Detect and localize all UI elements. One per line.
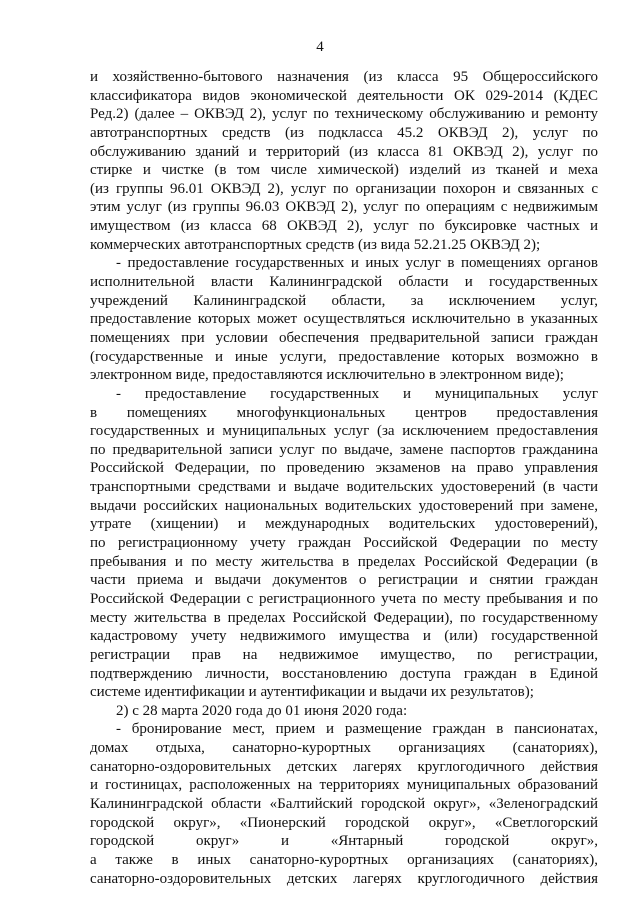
- text-line: Российской Федерации, по проведению экзаменов на право управления: [90, 460, 598, 477]
- text-line: и хозяйственно-бытового назначения (из класса 95 Общероссийского: [90, 69, 598, 85]
- text-line: кадастровому учету недвижимого имущества и (или) государственной: [90, 628, 598, 645]
- text-line: исполнительной власти Калининградской области и государственных: [90, 274, 598, 291]
- text-line: 2) с 28 марта 2020 года до 01 июня 2020 года:: [116, 702, 408, 719]
- page-number: 4: [316, 39, 324, 55]
- text-line: домах отдыха, санаторно-курортных организациях (санаториях),: [90, 740, 598, 757]
- text-line: по регистрационному учету граждан Российской Федерации по месту: [90, 535, 598, 552]
- text-line: Калининградской области «Балтийский городской округ», «Зеленоградский: [90, 795, 598, 812]
- text-line: утрате (хищении) и международных водительских удостоверений),: [90, 516, 598, 533]
- text-line: учреждений Калининградской области, за исключением услуг,: [90, 292, 598, 309]
- text-line: - бронирование мест, прием и размещение граждан в пансионатах,: [116, 721, 598, 738]
- text-line: по предварительной записи услуг по выдаче, замене паспортов гражданина: [90, 441, 598, 458]
- text-line: транспортными средствами и выдаче водительских удостоверений (в части: [90, 479, 598, 496]
- text-line: предоставление которых может осуществляться исключительно в указанных: [90, 311, 598, 328]
- text-line: классификатора видов экономической деятельности ОК 029-2014 (КДЕС: [90, 87, 598, 104]
- text-line: части приема и выдачи документов о регистрации и снятии граждан: [90, 572, 598, 589]
- text-line: автотранспортных средств (из подкласса 45.2 ОКВЭД 2), услуг по: [90, 124, 598, 141]
- text-line: стирке и чистке (в том числе химической) изделий из тканей и меха: [90, 162, 598, 179]
- text-line: в помещениях многофункциональных центров предоставления: [90, 404, 598, 421]
- text-line: городской округ» и «Янтарный городской округ»,: [90, 833, 598, 850]
- text-line: регистрации прав на недвижимое имущество, по регистрации,: [90, 646, 598, 663]
- text-line: (государственные и иные услуги, предоставление которых возможно в: [90, 348, 598, 365]
- text-line: системе идентификации и аутентификации и выдачи их результатов);: [90, 684, 534, 701]
- text-line: выдачи российских национальных водительских удостоверений при замене,: [90, 497, 598, 514]
- text-line: и гостиницах, расположенных на территориях муниципальных образований: [90, 777, 598, 794]
- text-line: имуществом (из класса 68 ОКВЭД 2), услуг по буксировке частных и: [90, 218, 598, 235]
- text-line: коммерческих автотранспортных средств (из вида 52.21.25 ОКВЭД 2);: [90, 236, 541, 253]
- text-line: подтверждению личности, восстановлению доступа граждан в Единой: [90, 665, 598, 682]
- text-line: этим услуг (из группы 96.03 ОКВЭД 2), услуг по операциям с недвижимым: [90, 199, 598, 216]
- text-line: обслуживанию зданий и территорий (из класса 81 ОКВЭД 2), услуг по: [90, 143, 598, 160]
- text-line: помещениях при условии обеспечения предварительной записи граждан: [90, 329, 598, 346]
- text-line: государственных и муниципальных услуг (за исключением предоставления: [90, 423, 598, 440]
- text-line: Ред.2) (далее – ОКВЭД 2), услуг по техническому обслуживанию и ремонту: [90, 106, 598, 123]
- text-line: санаторно-оздоровительных детских лагерях круглогодичного действия: [90, 758, 598, 775]
- text-line: (из группы 96.01 ОКВЭД 2), услуг по организации похорон и связанных с: [90, 180, 598, 197]
- document-body: [90, 68, 598, 888]
- text-line: городской округ», «Пионерский городской округ», «Светлогорский: [90, 814, 598, 831]
- text-line: а также в иных санаторно-курортных организациях (санаториях),: [90, 851, 598, 868]
- text-line: - предоставление государственных и муниципальных услуг: [116, 385, 598, 402]
- text-line: санаторно-оздоровительных детских лагерях круглогодичного действия: [90, 870, 598, 887]
- text-line: Российской Федерации с регистрационного учета по месту пребывания и по: [90, 590, 598, 607]
- text-line: пребывания и по месту жительства в пределах Российской Федерации (в: [90, 553, 598, 570]
- text-line: - предоставление государственных и иных услуг в помещениях органов: [116, 255, 598, 272]
- text-line: электронном виде, предоставляются исключительно в электронном виде);: [90, 367, 564, 384]
- text-line: месту жительства в пределах Российской Федерации), по государственному: [90, 609, 598, 626]
